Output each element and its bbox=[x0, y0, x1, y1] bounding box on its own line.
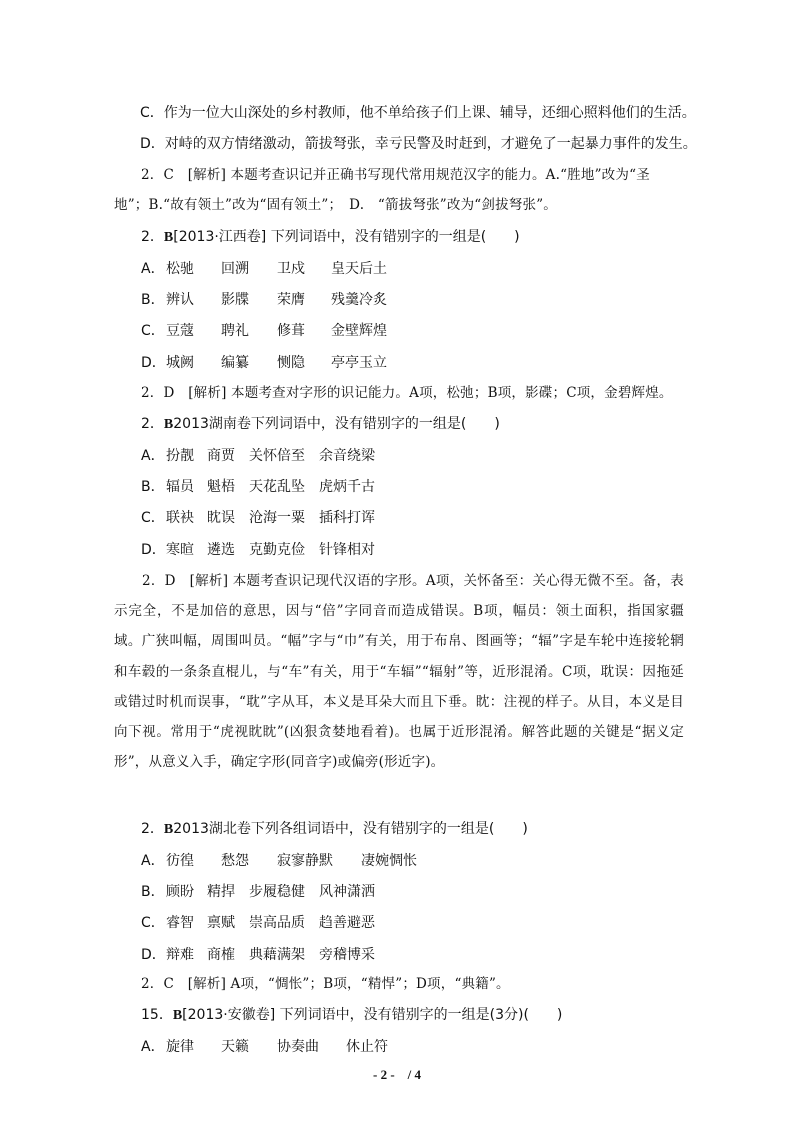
option-word: 皇天后土 bbox=[331, 261, 387, 277]
option-word: 聘礼 bbox=[221, 323, 249, 339]
option-letter: B． bbox=[141, 292, 165, 308]
option-word: 城阙 bbox=[166, 355, 194, 371]
option-word: 凄婉惆怅 bbox=[361, 853, 417, 869]
option-row-c bbox=[141, 507, 375, 527]
option-word: 虎炳千古 bbox=[319, 479, 375, 495]
option-row-a bbox=[141, 850, 417, 870]
option-row-b bbox=[141, 881, 375, 901]
option-d-prev: D．对峙的双方情绪激动，箭拔弩张，幸亏民警及时赶到，才避免了一起暴力事件的发生。 bbox=[140, 136, 697, 152]
answer-hunan: 2．D [解析] 本题考查识记现代汉语的字形。A项，关怀备至：关心得无微不至。备，表示完全，不是加倍的意思，因与“倍”字同音而造成错误。B项，幅员：领土面积，指国家疆域。广狭叫幅，周围叫员。“幅”字与“巾”有关，用于布帛、图画等；“辐”字是车轮中连接轮辋和车毂的一条条直棍儿，与“车”有关，用于“车辐”“辐射”等，近形混淆。C项，耽误：因拖延或错过时机而误事，“耽”字从耳，本义是耳朵大而且下垂。眈：注视的样子。从目，本义是目向下视。常用于“虎视眈眈”(凶狠贪婪地看着)。也属于近形混淆。解答此题的关键是“据义定形”，从意义入手，确定字形(同音字)或偏旁(形近字)。 bbox=[114, 573, 684, 771]
option-letter: D． bbox=[141, 542, 166, 558]
option-word: 旋律 bbox=[166, 1039, 194, 1055]
option-row-c bbox=[141, 912, 375, 932]
option-row-a bbox=[141, 445, 375, 465]
option-row-d bbox=[141, 352, 387, 372]
option-word: 睿智 bbox=[166, 915, 194, 931]
option-word: 扮靓 bbox=[166, 448, 194, 464]
question-mark: B bbox=[172, 1008, 183, 1023]
option-word: 崇高品质 bbox=[249, 915, 305, 931]
option-word: 天籁 bbox=[221, 1039, 249, 1055]
option-c-prev: C．作为一位大山深处的乡村教师，他不单给孩子们上课、辅导，还细心照料他们的生活。 bbox=[140, 105, 696, 121]
option-word: 精捍 bbox=[207, 884, 235, 900]
answer-1-line-b: 地”；B.“故有领土”改为“固有领土”； D. “箭拔弩张”改为“剑拔弩张”。 bbox=[114, 197, 558, 213]
question-anhui-stem bbox=[141, 1005, 562, 1026]
option-word: 沧海一粟 bbox=[249, 510, 305, 526]
question-mark: B bbox=[163, 417, 174, 432]
option-word: 插科打诨 bbox=[319, 510, 375, 526]
option-word: 商贾 bbox=[207, 448, 235, 464]
option-row-b bbox=[141, 289, 387, 309]
option-letter: C． bbox=[141, 323, 165, 339]
option-letter: B． bbox=[141, 884, 165, 900]
question-number: 15． bbox=[141, 1007, 173, 1023]
question-text: [2013·安徽卷] 下列词语中，没有错别字的一组是(3分)( ) bbox=[182, 1007, 563, 1023]
option-letter: D． bbox=[141, 947, 166, 963]
option-word: 金壁辉煌 bbox=[331, 323, 387, 339]
option-word: 魁梧 bbox=[207, 479, 235, 495]
option-word: 旁稽博采 bbox=[319, 947, 375, 963]
answer-hubei: 2．C [解析] A项，“惆怅”；B项，“精悍”；D项，“典籍”。 bbox=[141, 976, 510, 992]
option-letter: D． bbox=[141, 355, 166, 371]
question-number: 2． bbox=[141, 821, 164, 837]
option-word: 松驰 bbox=[166, 261, 194, 277]
option-word: 彷徨 bbox=[166, 853, 194, 869]
question-jiangxi-stem bbox=[141, 227, 520, 248]
option-word: 卫戍 bbox=[277, 261, 305, 277]
option-letter: B． bbox=[141, 479, 165, 495]
option-row-a bbox=[141, 258, 387, 278]
option-word: 辐员 bbox=[166, 479, 194, 495]
option-word: 荣膺 bbox=[277, 292, 305, 308]
question-text: 2013湖北卷下列各组词语中，没有错别字的一组是( ) bbox=[173, 821, 528, 837]
option-word: 亭亭玉立 bbox=[331, 355, 387, 371]
option-word: 寒暄 bbox=[166, 542, 194, 558]
option-row-c bbox=[141, 320, 387, 340]
question-text: 2013湖南卷下列词语中，没有错别字的一组是( ) bbox=[173, 416, 500, 432]
option-word: 恻隐 bbox=[277, 355, 305, 371]
question-text: [2013·江西卷] 下列词语中，没有错别字的一组是( ) bbox=[173, 229, 520, 245]
option-word: 遴选 bbox=[207, 542, 235, 558]
option-letter: C． bbox=[141, 510, 165, 526]
option-word: 影牒 bbox=[221, 292, 249, 308]
option-word: 顾盼 bbox=[166, 884, 194, 900]
option-word: 克勤克俭 bbox=[249, 542, 305, 558]
question-mark: B bbox=[163, 230, 174, 245]
option-word: 余音绕梁 bbox=[319, 448, 375, 464]
question-number: 2． bbox=[141, 416, 164, 432]
option-letter: A． bbox=[141, 1039, 165, 1055]
option-row-a bbox=[141, 1036, 388, 1056]
option-word: 风神潇洒 bbox=[319, 884, 375, 900]
option-word: 修葺 bbox=[277, 323, 305, 339]
option-word: 协奏曲 bbox=[277, 1039, 319, 1055]
option-word: 眈误 bbox=[207, 510, 235, 526]
option-word: 辨认 bbox=[166, 292, 194, 308]
option-letter: A． bbox=[141, 448, 165, 464]
option-letter: C． bbox=[141, 915, 165, 931]
option-word: 辩难 bbox=[166, 947, 194, 963]
option-word: 趋善避恶 bbox=[319, 915, 375, 931]
option-word: 步履稳健 bbox=[249, 884, 305, 900]
answer-jiangxi: 2．D [解析] 本题考查对字形的识记能力。A项，松弛；B项，影碟；C项，金碧辉煌。 bbox=[141, 385, 673, 401]
option-letter: A． bbox=[141, 261, 165, 277]
option-word: 回溯 bbox=[221, 261, 249, 277]
option-word: 豆蔻 bbox=[166, 323, 194, 339]
option-word: 禀赋 bbox=[207, 915, 235, 931]
option-word: 寂寥静默 bbox=[277, 853, 333, 869]
option-word: 残羹冷炙 bbox=[331, 292, 387, 308]
option-word: 愁怨 bbox=[221, 853, 249, 869]
question-mark: B bbox=[163, 822, 174, 837]
option-word: 针锋相对 bbox=[319, 542, 375, 558]
option-word: 典藉满架 bbox=[249, 947, 305, 963]
option-row-b bbox=[141, 476, 375, 496]
page-number: - 2 - / 4 bbox=[372, 1067, 422, 1082]
answer-1-line-a: 2．C [解析] 本题考查识记并正确书写现代常用规范汉字的能力。A.“胜地”改为“圣 bbox=[141, 167, 650, 183]
option-word: 天花乱坠 bbox=[249, 479, 305, 495]
option-letter: A． bbox=[141, 853, 165, 869]
option-word: 休止符 bbox=[346, 1039, 388, 1055]
question-number: 2． bbox=[141, 229, 164, 245]
option-word: 联袂 bbox=[166, 510, 194, 526]
question-hubei-stem bbox=[141, 819, 528, 840]
question-hunan-stem bbox=[141, 414, 500, 435]
option-word: 关怀倍至 bbox=[249, 448, 305, 464]
option-row-d bbox=[141, 944, 375, 964]
option-word: 商榷 bbox=[207, 947, 235, 963]
option-row-d bbox=[141, 539, 375, 559]
option-word: 编纂 bbox=[221, 355, 249, 371]
